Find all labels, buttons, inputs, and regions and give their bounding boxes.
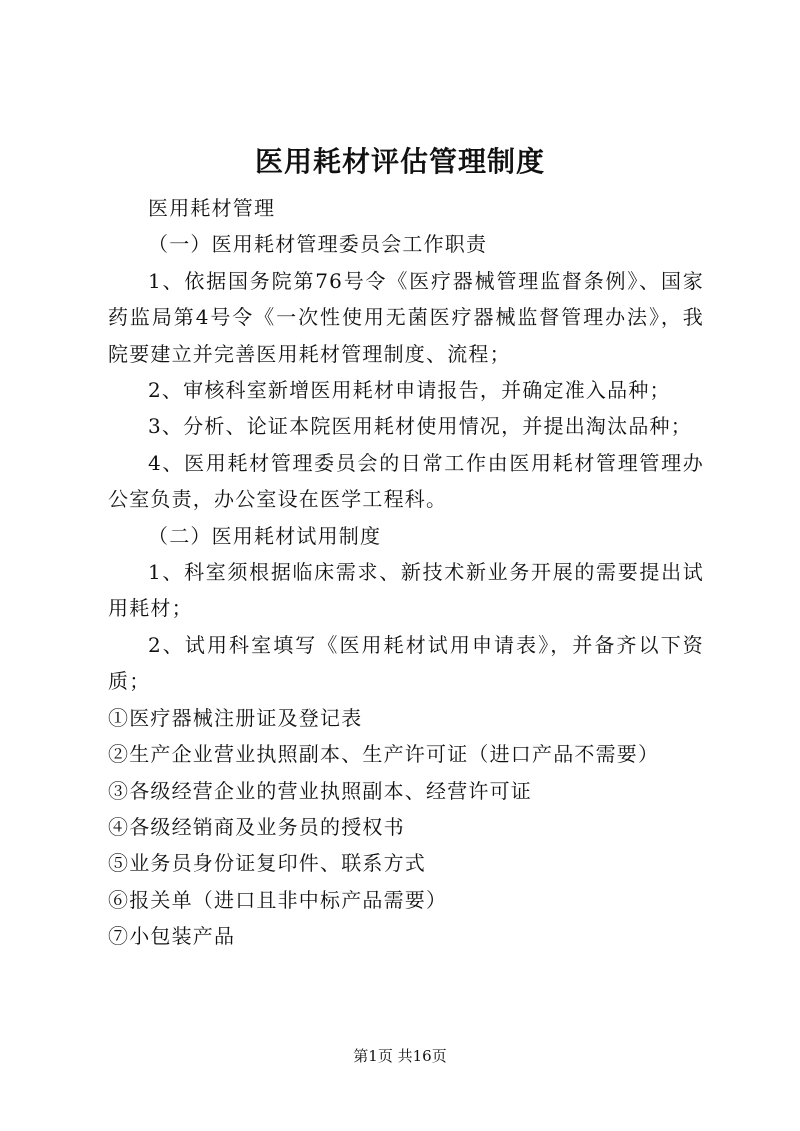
qualification-item: ②生产企业营业执照副本、生产许可证（进口产品不需要）: [108, 742, 660, 767]
qualification-item: ⑤业务员身份证复印件、联系方式: [108, 851, 426, 876]
paragraph: 2、试用科室填写《医用耗材试用申请表》，并备齐以下资质；: [108, 632, 704, 694]
subsection-heading: （一）医用耗材管理委员会工作职责: [148, 232, 488, 257]
qualification-item: ③各级经营企业的营业执照副本、经营许可证: [108, 778, 532, 803]
qualification-item: ④各级经销商及业务员的授权书: [108, 814, 405, 839]
document-body: [108, 190, 704, 955]
paragraph: 1、依据国务院第76号令《医疗器械管理监督条例》、国家药监局第4号令《一次性使用无菌医疗器械监督管理办法》，我院要建立并完善医用耗材管理制度、流程；: [108, 268, 704, 366]
paragraph: 1、科室须根据临床需求、新技术新业务开展的需要提出试用耗材；: [108, 560, 704, 621]
paragraph: 3、分析、论证本院医用耗材使用情况，并提出淘汰品种；: [148, 414, 692, 439]
qualification-item: ⑦小包装产品: [108, 924, 236, 949]
document-title: 医用耗材评估管理制度: [254, 145, 545, 178]
qualification-item: ⑥报关单（进口且非中标产品需要）: [108, 887, 448, 912]
section-heading: 医用耗材管理: [148, 196, 276, 220]
subsection-heading: （二）医用耗材试用制度: [148, 523, 382, 548]
paragraph: 2、审核科室新增医用耗材申请报告，并确定准入品种；: [148, 378, 671, 403]
paragraph: 4、医用耗材管理委员会的日常工作由医用耗材管理管理办公室负责，办公室设在医学工程科。: [108, 450, 704, 512]
page-number-footer: 第1页 共16页: [353, 1047, 447, 1065]
qualification-item: ①医疗器械注册证及登记表: [108, 705, 363, 730]
